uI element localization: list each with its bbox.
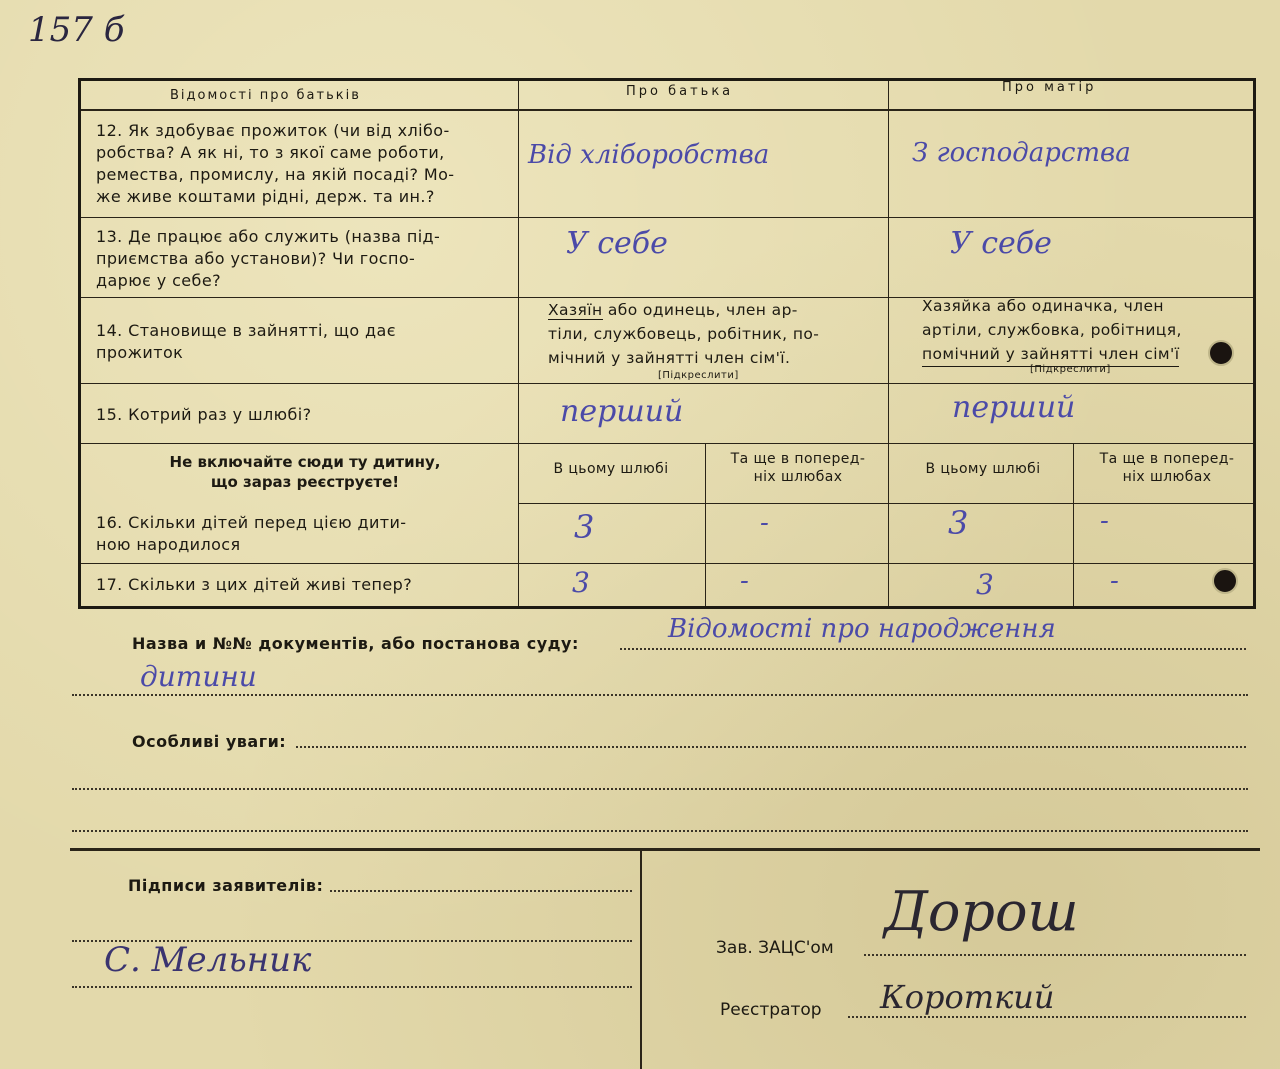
registrar-signature-line	[848, 1016, 1246, 1018]
q12-father-value: Від хліборобства	[528, 140, 770, 170]
header-info-label: Відомості про батьків	[170, 88, 361, 103]
binding-hole-top	[1208, 340, 1234, 366]
head-signature: Дорош	[884, 880, 1079, 943]
children-note-line-2: що зараз реєструєте!	[210, 473, 400, 491]
signatures-label: Підписи заявителів:	[128, 876, 324, 895]
q12-line-2: робства? А як ні, то з якої саме роботи,	[96, 143, 445, 162]
q14-mother-line-3: помічний у зайнятті член сім'ї	[922, 342, 1179, 367]
signatures-line-1	[330, 890, 632, 892]
q16-line-2: ною народилося	[96, 535, 241, 554]
header-father-label: Про батька	[626, 84, 734, 99]
remarks-line-3	[72, 830, 1248, 832]
q14-father-line-1	[548, 298, 819, 322]
q12-line-4: же живе коштами рідні, держ. та ин.?	[96, 187, 435, 206]
corner-number: 157 б	[28, 10, 125, 50]
q15-mother-value: перший	[952, 390, 1076, 425]
q14-mother-line-1: Хазяйка або одиначка, член	[922, 297, 1164, 315]
registrar-label: Реєстратор	[720, 1000, 822, 1020]
q13-text	[96, 226, 440, 292]
q15-father-value: перший	[560, 394, 684, 429]
signature-section-divider	[640, 849, 642, 1069]
q14-mother-options	[922, 294, 1182, 367]
q15-text: 15. Котрий раз у шлюбі?	[96, 405, 312, 424]
q14-mother-note: [Підкреслити]	[1030, 364, 1111, 375]
signatures-line-3	[72, 986, 632, 988]
q12-line-3: ремества, промислу, на якій посаді? Мо-	[96, 165, 455, 184]
q14-mother-line-2: артіли, службовка, робітниця,	[922, 321, 1182, 339]
father-prev-marriages-header	[706, 450, 890, 486]
q16-mother-prev: -	[1100, 506, 1109, 536]
q13-father-value: У себе	[566, 226, 668, 261]
remarks-line-2	[72, 788, 1248, 790]
head-signature-line	[864, 954, 1246, 956]
father-this-marriage-header: В цьому шлюбі	[553, 461, 669, 477]
q16-line-1: 16. Скільки дітей перед цією дити-	[96, 513, 407, 532]
q14-father-options	[548, 298, 819, 370]
q13-line-1: 13. Де працює або служить (назва під-	[96, 227, 441, 246]
signature-section-top-line	[70, 848, 1260, 851]
q17-father-prev: -	[740, 566, 749, 596]
header-mother-label: Про матір	[1002, 80, 1097, 95]
registrar-signature: Короткий	[880, 978, 1055, 1016]
q12-line-1: 12. Як здобуває прожиток (чи від хлібо-	[96, 121, 450, 140]
mother-prev-header-line-2: ніх шлюбах	[1122, 469, 1212, 485]
mother-prev-header-line-1: Та ще в поперед-	[1099, 451, 1235, 467]
q14-text	[96, 320, 396, 364]
documents-line-2	[72, 694, 1248, 696]
q14-father-line-2: тіли, службовець, робітник, по-	[548, 325, 820, 343]
q17-mother-prev: -	[1110, 566, 1119, 596]
q17-father-this: 3	[572, 566, 590, 599]
remarks-line-1	[296, 746, 1246, 748]
q13-line-3: дарює у себе?	[96, 271, 221, 290]
mother-prev-marriages-header	[1078, 450, 1256, 486]
q17-text: 17. Скільки з цих дітей живі тепер?	[96, 575, 413, 594]
q16-text	[96, 512, 406, 556]
mother-this-marriage-header: В цьому шлюбі	[925, 461, 1041, 477]
q14-father-underlined: Хазяїн	[548, 301, 603, 319]
remarks-label: Особливі уваги:	[132, 732, 287, 751]
documents-value-2: дитини	[140, 660, 257, 693]
father-prev-header-line-2: ніх шлюбах	[753, 469, 843, 485]
q14-father-note: [Підкреслити]	[658, 370, 739, 381]
q12-text	[96, 120, 454, 208]
q16-father-prev: -	[760, 508, 769, 538]
q14-father-line-3: мічний у зайнятті член сім'ї.	[548, 349, 791, 367]
q14-line-2: прожиток	[96, 343, 184, 362]
children-note-line-1: Не включайте сюди ту дитину,	[169, 453, 441, 471]
documents-line-1	[620, 648, 1246, 650]
binding-hole-bottom	[1212, 568, 1238, 594]
documents-label: Назва и №№ документів, або постанова суду:	[132, 634, 579, 653]
q14-father-line-1-rest: або одинець, член ар-	[602, 301, 798, 319]
q16-mother-this: 3	[948, 504, 969, 542]
father-prev-header-line-1: Та ще в поперед-	[730, 451, 866, 467]
head-label: Зав. ЗАЦС'ом	[716, 938, 834, 958]
q13-mother-value: У себе	[950, 226, 1052, 261]
q17-mother-this: 3	[976, 568, 994, 601]
applicant-signature: С. Мельник	[104, 940, 312, 980]
q13-line-2: приємства або установи)? Чи госпо-	[96, 249, 416, 268]
documents-value-1: Відомості про народження	[668, 614, 1056, 644]
q16-father-this: 3	[574, 508, 595, 546]
q14-line-1: 14. Становище в зайнятті, що дає	[96, 321, 396, 340]
children-note	[120, 452, 490, 492]
q12-mother-value: З господарства	[912, 138, 1131, 168]
